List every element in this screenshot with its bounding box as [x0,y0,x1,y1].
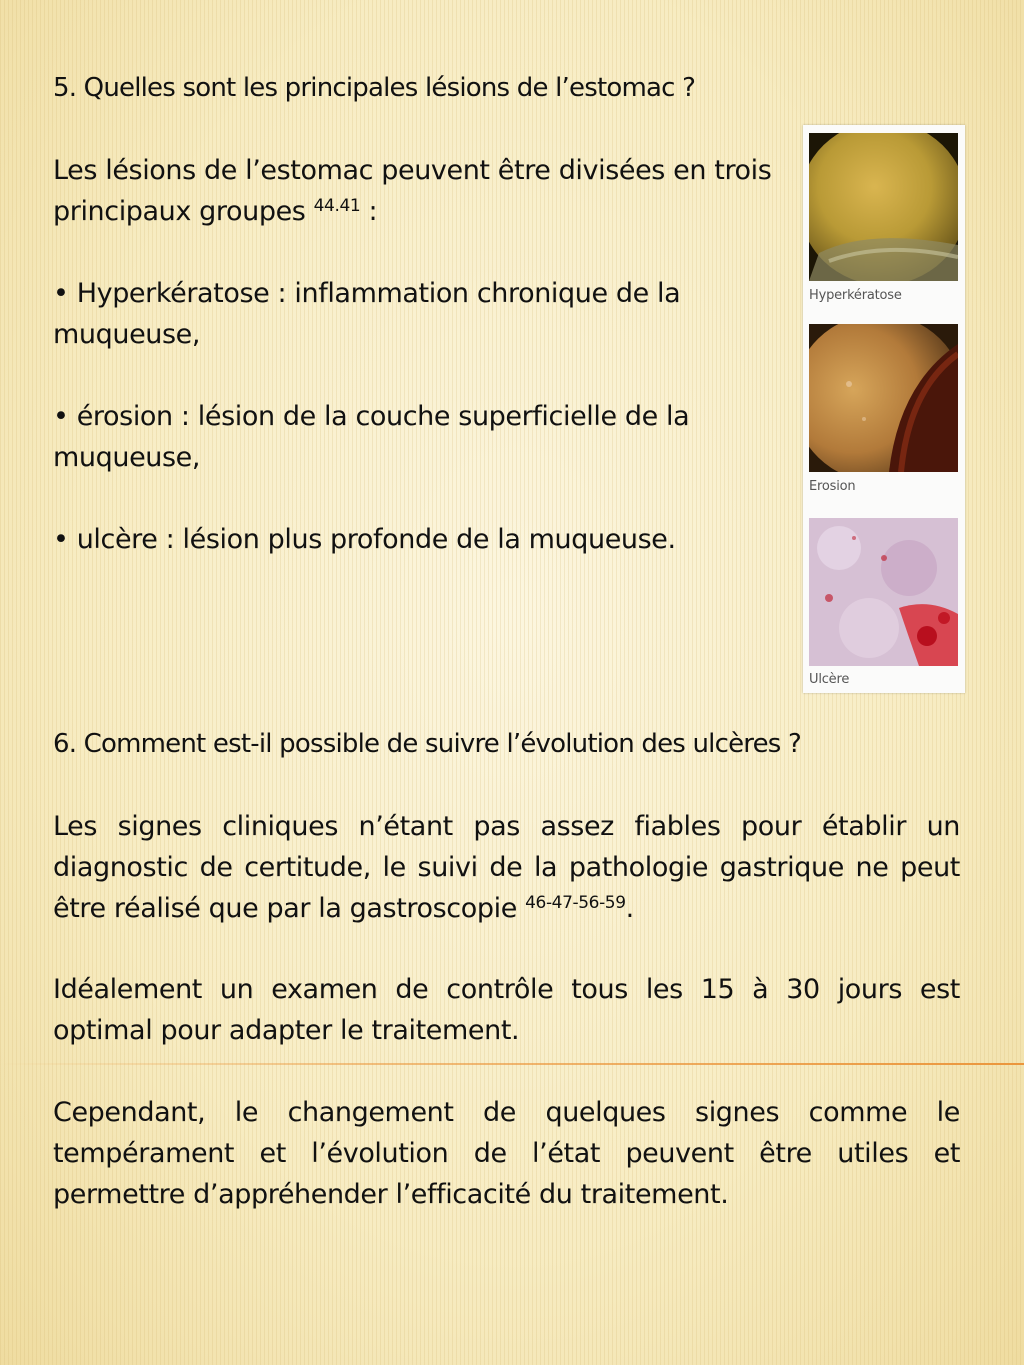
intro-colon: : [360,196,378,227]
caption-hyperkeratose: Hyperkératose [809,288,902,303]
bullet-hyperkeratose: • Hyperkératose : inflammation chronique de la muqueuse, [53,278,681,350]
divider-line [0,1063,1024,1065]
section-6-title: 6. Comment est-il possible de suivre l’évolution des ulcères ? [53,729,802,759]
bullet-erosion: • érosion : lésion de la couche superficielle de la muqueuse, [53,401,690,473]
paragraph-gastroscopie-text: Les signes cliniques n’étant pas assez fiables pour établir un diagnostic de certitude, le suivi de la pathologie gastrique ne peut être réalisé que par la gastroscopie [53,811,960,924]
hyperkeratose-image [809,133,958,281]
bullet-ulcere: • ulcère : lésion plus profonde de la muqueuse. [53,524,676,555]
ulcere-image [809,518,958,666]
erosion-image [809,324,958,472]
gastroscopie-reference: 46-47-56-59 [525,893,626,913]
paragraph-temperament: Cependant, le changement de quelques signes comme le tempérament et l’évolution de l’état peuvent être utiles et permettre d’appréhender l’efficacité du traitement. [53,1097,960,1210]
caption-ulcere: Ulcère [809,672,850,687]
paragraph-gastroscopie-end: . [625,893,634,924]
section-5-title: 5. Quelles sont les principales lésions de l’estomac ? [53,73,696,103]
paragraph-gastroscopie [53,806,960,929]
paragraph-controle: Idéalement un examen de contrôle tous les 15 à 30 jours est optimal pour adapter le traitement. [53,974,960,1046]
caption-erosion: Erosion [809,479,856,494]
lesion-figure [803,125,965,693]
intro-reference: 44.41 [313,196,361,216]
intro-text: Les lésions de l’estomac peuvent être divisées en trois principaux groupes [53,155,772,227]
intro-paragraph [53,150,773,232]
